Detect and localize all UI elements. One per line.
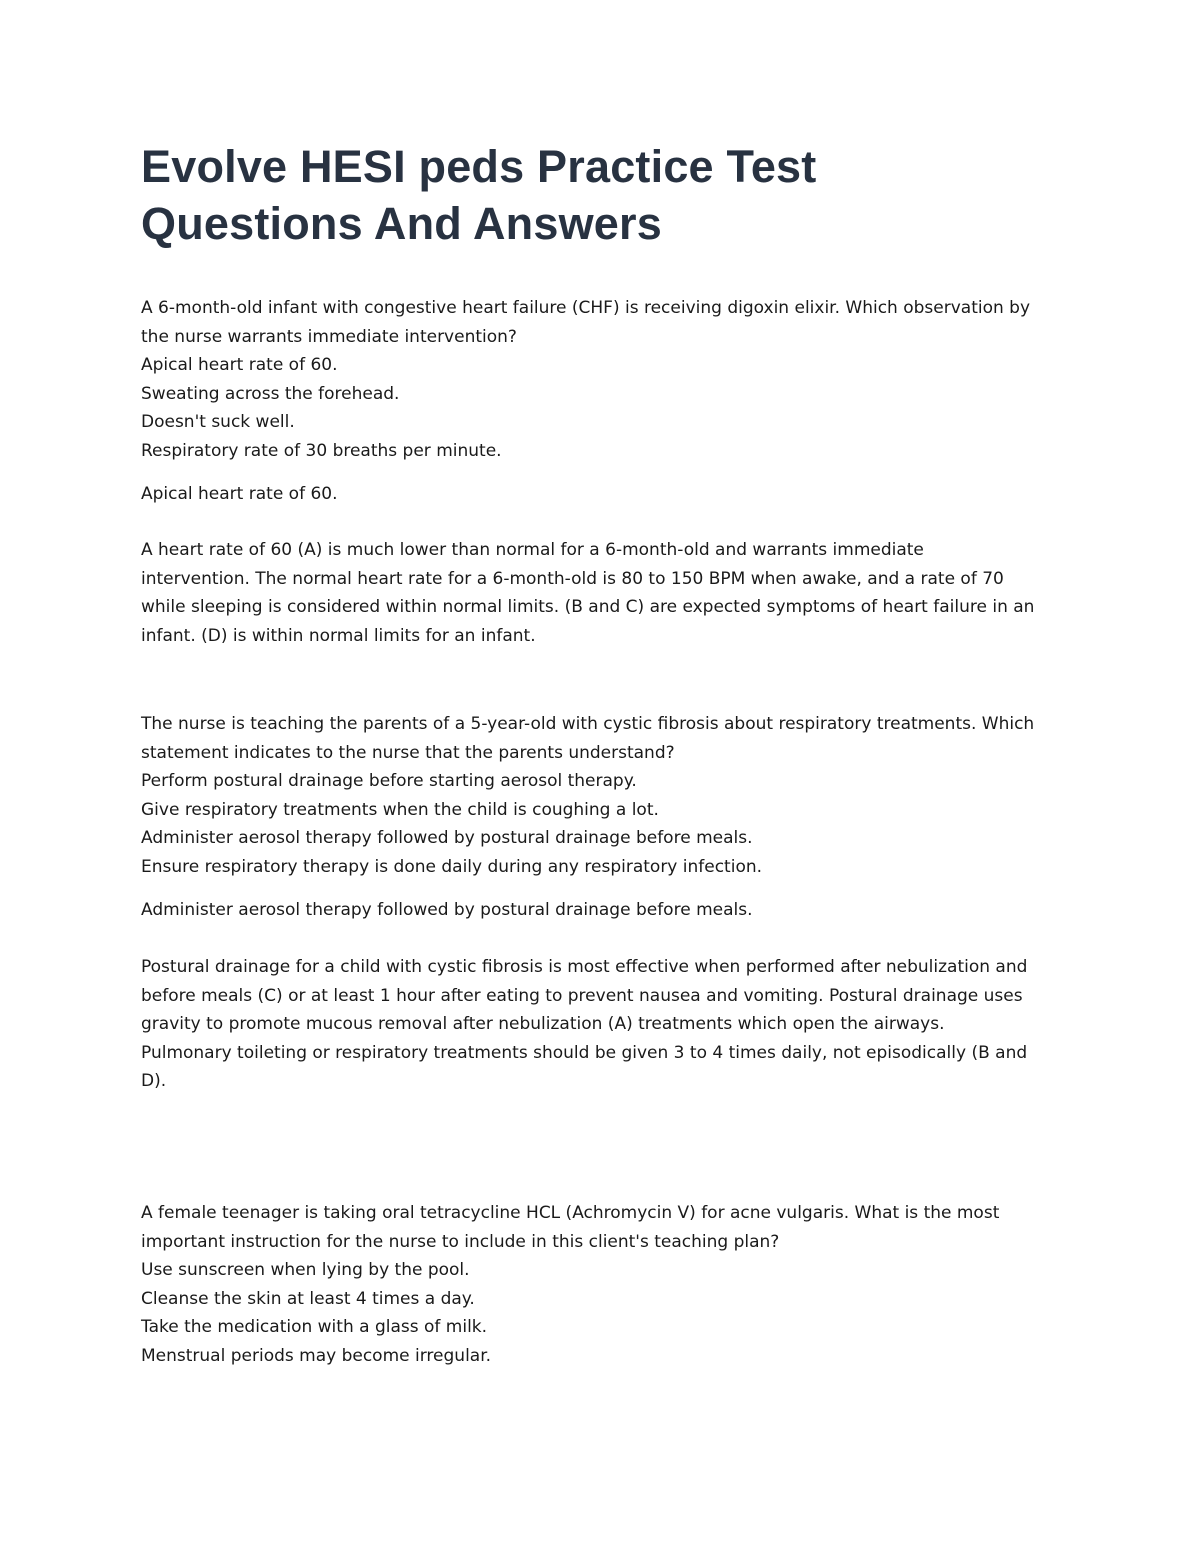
question-stem-line: statement indicates to the nurse that the parents understand?: [141, 742, 675, 763]
answer-options: [141, 351, 1071, 465]
option-c: Doesn't suck well.: [141, 412, 295, 432]
rationale-line: gravity to promote mucous removal after nebulization (A) treatments which open the airways.: [141, 1014, 945, 1034]
option-b: Give respiratory treatments when the child is coughing a lot.: [141, 799, 659, 820]
answer-options: [141, 1256, 1071, 1370]
answer-options: [141, 767, 1071, 881]
option-b: Cleanse the skin at least 4 times a day.: [141, 1288, 475, 1309]
option-d: Menstrual periods may become irregular.: [141, 1345, 492, 1366]
rationale-line: before meals (C) or at least 1 hour after eating to prevent nausea and vomiting. Postural drainage uses: [141, 985, 1023, 1006]
question-stem-line: A female teenager is taking oral tetracycline HCL (Achromycin V) for acne vulgaris. What is the most: [141, 1203, 1000, 1223]
correct-answer: Apical heart rate of 60.: [141, 484, 338, 504]
option-a: Apical heart rate of 60.: [141, 355, 338, 375]
option-a: Perform postural drainage before starting aerosol therapy.: [141, 771, 637, 791]
rationale-line: D).: [141, 1071, 167, 1091]
question-stem: [141, 294, 1071, 351]
option-a: Use sunscreen when lying by the pool.: [141, 1260, 470, 1280]
rationale-line: Pulmonary toileting or respiratory treatments should be given 3 to 4 times daily, not episodically (B and: [141, 1042, 1028, 1063]
question-stem: [141, 1199, 1071, 1256]
option-d: Respiratory rate of 30 breaths per minute.: [141, 440, 502, 461]
page-title-line: Questions And Answers: [141, 198, 662, 249]
question-stem-line: important instruction for the nurse to include in this client's teaching plan?: [141, 1231, 780, 1252]
rationale-line: Postural drainage for a child with cystic fibrosis is most effective when performed after nebulization and: [141, 957, 1028, 977]
page-title-line: Evolve HESI peds Practice Test: [141, 141, 817, 192]
rationale-line: A heart rate of 60 (A) is much lower than normal for a 6-month-old and warrants immediate: [141, 540, 924, 560]
option-c: Take the medication with a glass of milk.: [141, 1317, 488, 1337]
page-title: [141, 138, 1081, 252]
question-1: [141, 294, 1071, 646]
rationale-line: intervention. The normal heart rate for a 6-month-old is 80 to 150 BPM when awake, and a rate of 70: [141, 568, 1004, 589]
option-c: Administer aerosol therapy followed by postural drainage before meals.: [141, 828, 753, 848]
question-stem-line: A 6-month-old infant with congestive heart failure (CHF) is receiving digoxin elixir. Which observation by: [141, 298, 1031, 318]
rationale-line: infant. (D) is within normal limits for an infant.: [141, 625, 536, 646]
rationale: [141, 536, 1034, 650]
question-stem-line: The nurse is teaching the parents of a 5-year-old with cystic fibrosis about respiratory treatments. Which: [141, 714, 1035, 734]
rationale: [141, 953, 1027, 1096]
rationale-line: while sleeping is considered within normal limits. (B and C) are expected symptoms of heart failure in an: [141, 597, 1035, 617]
option-d: Ensure respiratory therapy is done daily during any respiratory infection.: [141, 856, 763, 877]
question-stem: [141, 710, 1071, 767]
correct-answer: Administer aerosol therapy followed by postural drainage before meals.: [141, 900, 753, 920]
question-3: [141, 1199, 1071, 1370]
question-2: [141, 710, 1071, 1091]
option-b: Sweating across the forehead.: [141, 383, 400, 404]
question-stem-line: the nurse warrants immediate intervention?: [141, 326, 517, 347]
